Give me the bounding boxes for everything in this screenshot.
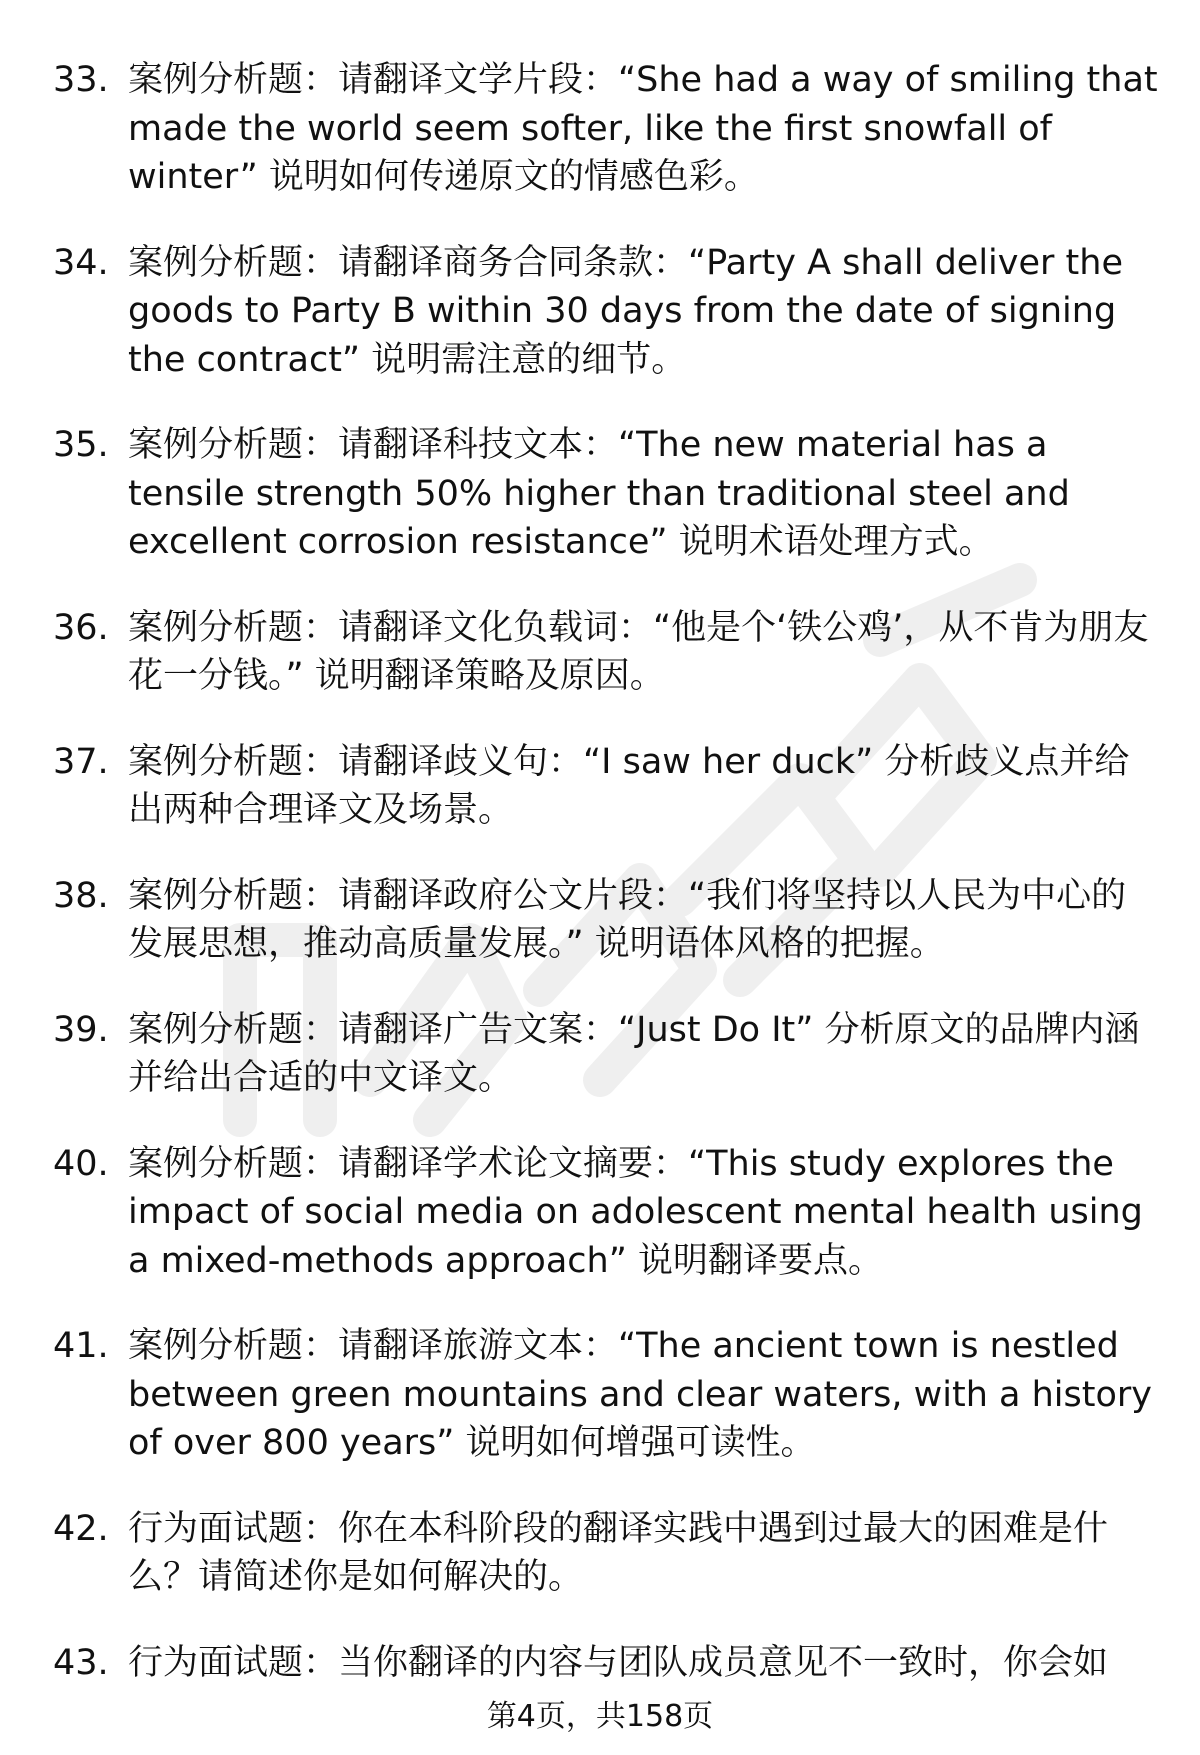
question-text: 案例分析题：请翻译旅游文本：“The ancient town is nestled between green mountains and clear waters, with a history of over 800 years” 说明如何增强可读性。 [128, 1326, 1152, 1463]
question-text: 案例分析题：请翻译政府公文片段：“我们将坚持以人民为中心的发展思想，推动高质量发展。” 说明语体风格的把握。 [128, 875, 1127, 964]
question-text: 案例分析题：请翻译广告文案：“Just Do It” 分析原文的品牌内涵并给出合适的中文译文。 [128, 1009, 1140, 1098]
question-text: 行为面试题：当你翻译的内容与团队成员意见不一致时，你会如 [128, 1642, 1109, 1683]
question-item [0, 239, 1200, 385]
question-text: 案例分析题：请翻译歧义句：“I saw her duck” 分析歧义点并给出两种合理译文及场景。 [128, 741, 1130, 830]
page-footer: 第4页，共158页 [486, 1699, 714, 1734]
question-text: 案例分析题：请翻译商务合同条款：“Party A shall deliver the goods to Party B within 30 days from the date of signing the contract” 说明需注意的细节。 [128, 242, 1123, 380]
question-number: 33. [53, 60, 109, 100]
question-number: 42. [53, 1508, 109, 1549]
question-item [0, 1505, 1200, 1602]
question-number: 35. [53, 425, 109, 465]
question-item [0, 1140, 1200, 1286]
question-item [0, 1639, 1200, 1688]
question-item [0, 421, 1200, 567]
question-text: 案例分析题：请翻译学术论文摘要：“This study explores the impact of social media on adolescent mental health using a mixed-methods approach” 说明翻译要点。 [128, 1143, 1143, 1281]
question-item [0, 56, 1200, 202]
question-item [0, 872, 1200, 969]
question-item [0, 604, 1200, 701]
question-number: 34. [53, 242, 109, 283]
question-list [0, 56, 1200, 1724]
question-number: 41. [53, 1326, 109, 1366]
question-text: 案例分析题：请翻译文学片段：“She had a way of smiling that made the world seem softer, like the first snowfall of winter” 说明如何传递原文的情感色彩。 [128, 60, 1158, 197]
question-number: 37. [53, 741, 109, 782]
question-number: 40. [53, 1143, 109, 1184]
question-number: 39. [53, 1009, 109, 1050]
question-number: 43. [53, 1642, 109, 1683]
question-item [0, 738, 1200, 835]
question-text: 案例分析题：请翻译科技文本：“The new material has a tensile strength 50% higher than traditional steel and excellent corrosion resistance” 说明术语处理方式。 [128, 425, 1070, 562]
question-text: 行为面试题：你在本科阶段的翻译实践中遇到过最大的困难是什么？请简述你是如何解决的。 [128, 1508, 1109, 1597]
question-number: 38. [53, 875, 109, 916]
question-text: 案例分析题：请翻译文化负载词：“他是个‘铁公鸡’，从不肯为朋友花一分钱。” 说明翻译策略及原因。 [128, 607, 1149, 696]
question-number: 36. [53, 607, 109, 648]
question-item [0, 1322, 1200, 1468]
question-item [0, 1006, 1200, 1103]
